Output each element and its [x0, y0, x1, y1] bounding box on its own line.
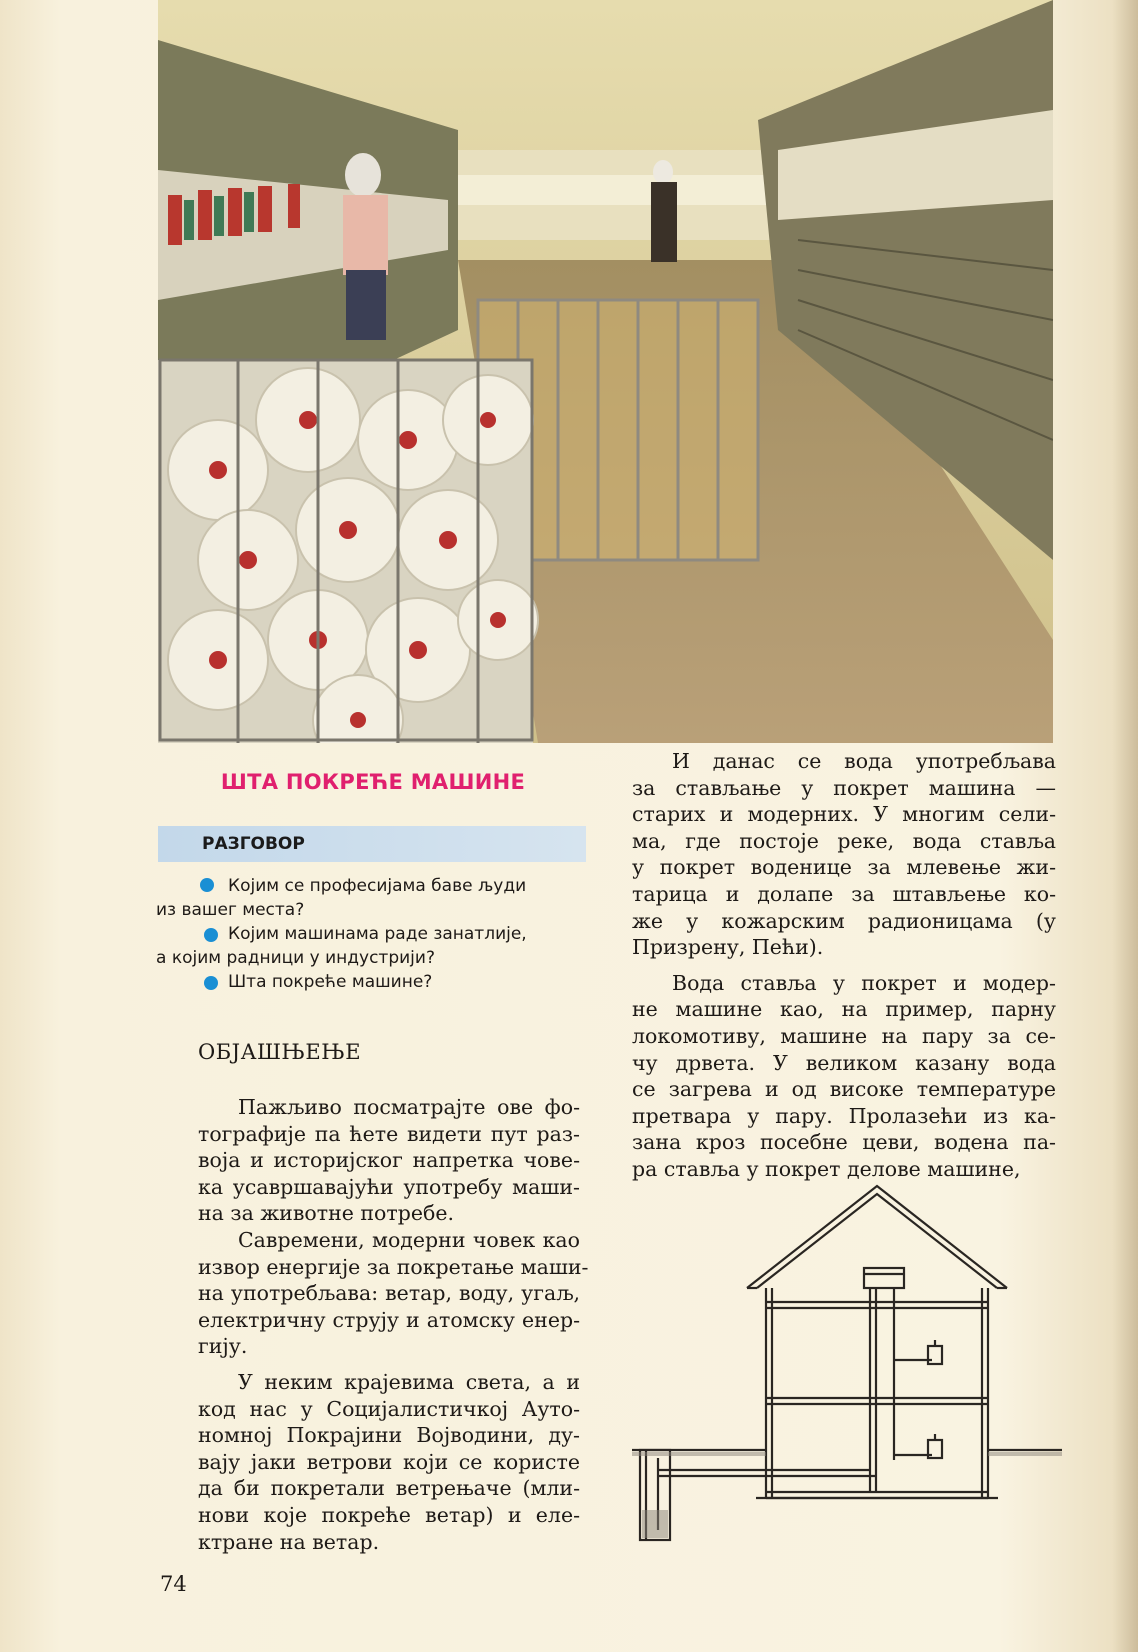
- right-column-text: [632, 748, 1056, 1183]
- text-line: Вода ставља у покрет и модер-: [672, 970, 1056, 995]
- text-line: номној Покрајини Војводини, ду-: [198, 1423, 580, 1448]
- text-line: електричну струју и атомску енер-: [198, 1307, 580, 1332]
- question-item: [156, 874, 596, 922]
- discussion-band: [158, 826, 586, 862]
- text-line: Савремени, модерни човек као: [238, 1227, 580, 1252]
- text-line: ра ставља у покрет делове машине,: [632, 1156, 1021, 1181]
- text-line: чу дрвета. У великом казану вода: [632, 1050, 1056, 1075]
- text-line: тографије па ћете видети пут раз-: [198, 1121, 580, 1146]
- text-line: вају јаки ветрови који се користе: [198, 1449, 580, 1474]
- house-water-diagram: [632, 1180, 1062, 1560]
- page-number: 74: [160, 1572, 187, 1596]
- text-line: претвара у пару. Пролазећи из ка-: [632, 1103, 1056, 1128]
- text-line: Призрену, Пећи).: [632, 935, 824, 960]
- question-line: из вашег места?: [156, 900, 305, 920]
- bullet-icon: [200, 878, 214, 892]
- text-line: зана кроз посебне цеви, водена па-: [632, 1130, 1056, 1155]
- text-line: ма, где постоје реке, вода ставља: [632, 828, 1056, 853]
- factory-photo-illustration: [158, 0, 1053, 743]
- text-line: се загрева и од високе температуре: [632, 1077, 1056, 1102]
- text-line: ктране на ветар.: [198, 1529, 380, 1554]
- text-line: не машине као, на пример, парну: [632, 997, 1056, 1022]
- text-line: извор енергије за покретање маши-: [198, 1254, 589, 1279]
- house-diagram-drawing: [632, 1180, 1062, 1560]
- left-column-text: [198, 1094, 589, 1555]
- text-line: воја и историјског напретка чове-: [198, 1148, 580, 1173]
- text-line: ка усавршавајући употребу маши-: [198, 1174, 580, 1199]
- text-line: же у кожарским радионицама (у: [632, 908, 1056, 933]
- text-line: нови које покреће ветар) и еле-: [198, 1502, 580, 1527]
- question-line: Којим се професијама баве људи: [228, 876, 527, 896]
- text-line: на употребљава: ветар, воду, угаљ,: [198, 1281, 580, 1306]
- text-line: у покрет воденице за млевење жи-: [632, 855, 1056, 880]
- question-line: а којим радници у индустрији?: [156, 948, 435, 968]
- question-item: [156, 970, 596, 994]
- text-line: старих и модерних. У многим сели-: [632, 802, 1056, 827]
- text-line: локомотиву, машине на пару за се-: [632, 1023, 1056, 1048]
- discussion-label: РАЗГОВОР: [202, 834, 305, 854]
- text-line: на за животне потребе.: [198, 1201, 454, 1226]
- discussion-questions: [156, 874, 596, 994]
- factory-photo: [158, 0, 1053, 743]
- text-line: Пажљиво посматрајте ове фо-: [238, 1095, 580, 1119]
- text-line: гију.: [198, 1334, 248, 1359]
- explanation-heading: ОБЈАШЊЕЊЕ: [198, 1040, 362, 1064]
- book-spine-shadow: [1112, 0, 1138, 1652]
- bullet-icon: [204, 928, 218, 942]
- question-line: Шта покреће машине?: [228, 972, 433, 992]
- text-line: да би покретали ветрењаче (мли-: [198, 1476, 580, 1501]
- text-line: У неким крајевима света, а и: [238, 1369, 580, 1394]
- page-title: ШТА ПОКРЕЋЕ МАШИНЕ: [220, 770, 526, 794]
- question-line: Којим машинама раде занатлије,: [228, 924, 527, 944]
- text-line: тарица и долапе за штављење ко-: [632, 881, 1056, 906]
- bullet-icon: [204, 976, 218, 990]
- question-item: [156, 922, 596, 970]
- text-line: код нас у Социјалистичкој Ауто-: [198, 1396, 580, 1421]
- text-line: за стављање у покрет машина —: [632, 775, 1056, 800]
- text-line: И данас се вода употребљава: [672, 749, 1056, 773]
